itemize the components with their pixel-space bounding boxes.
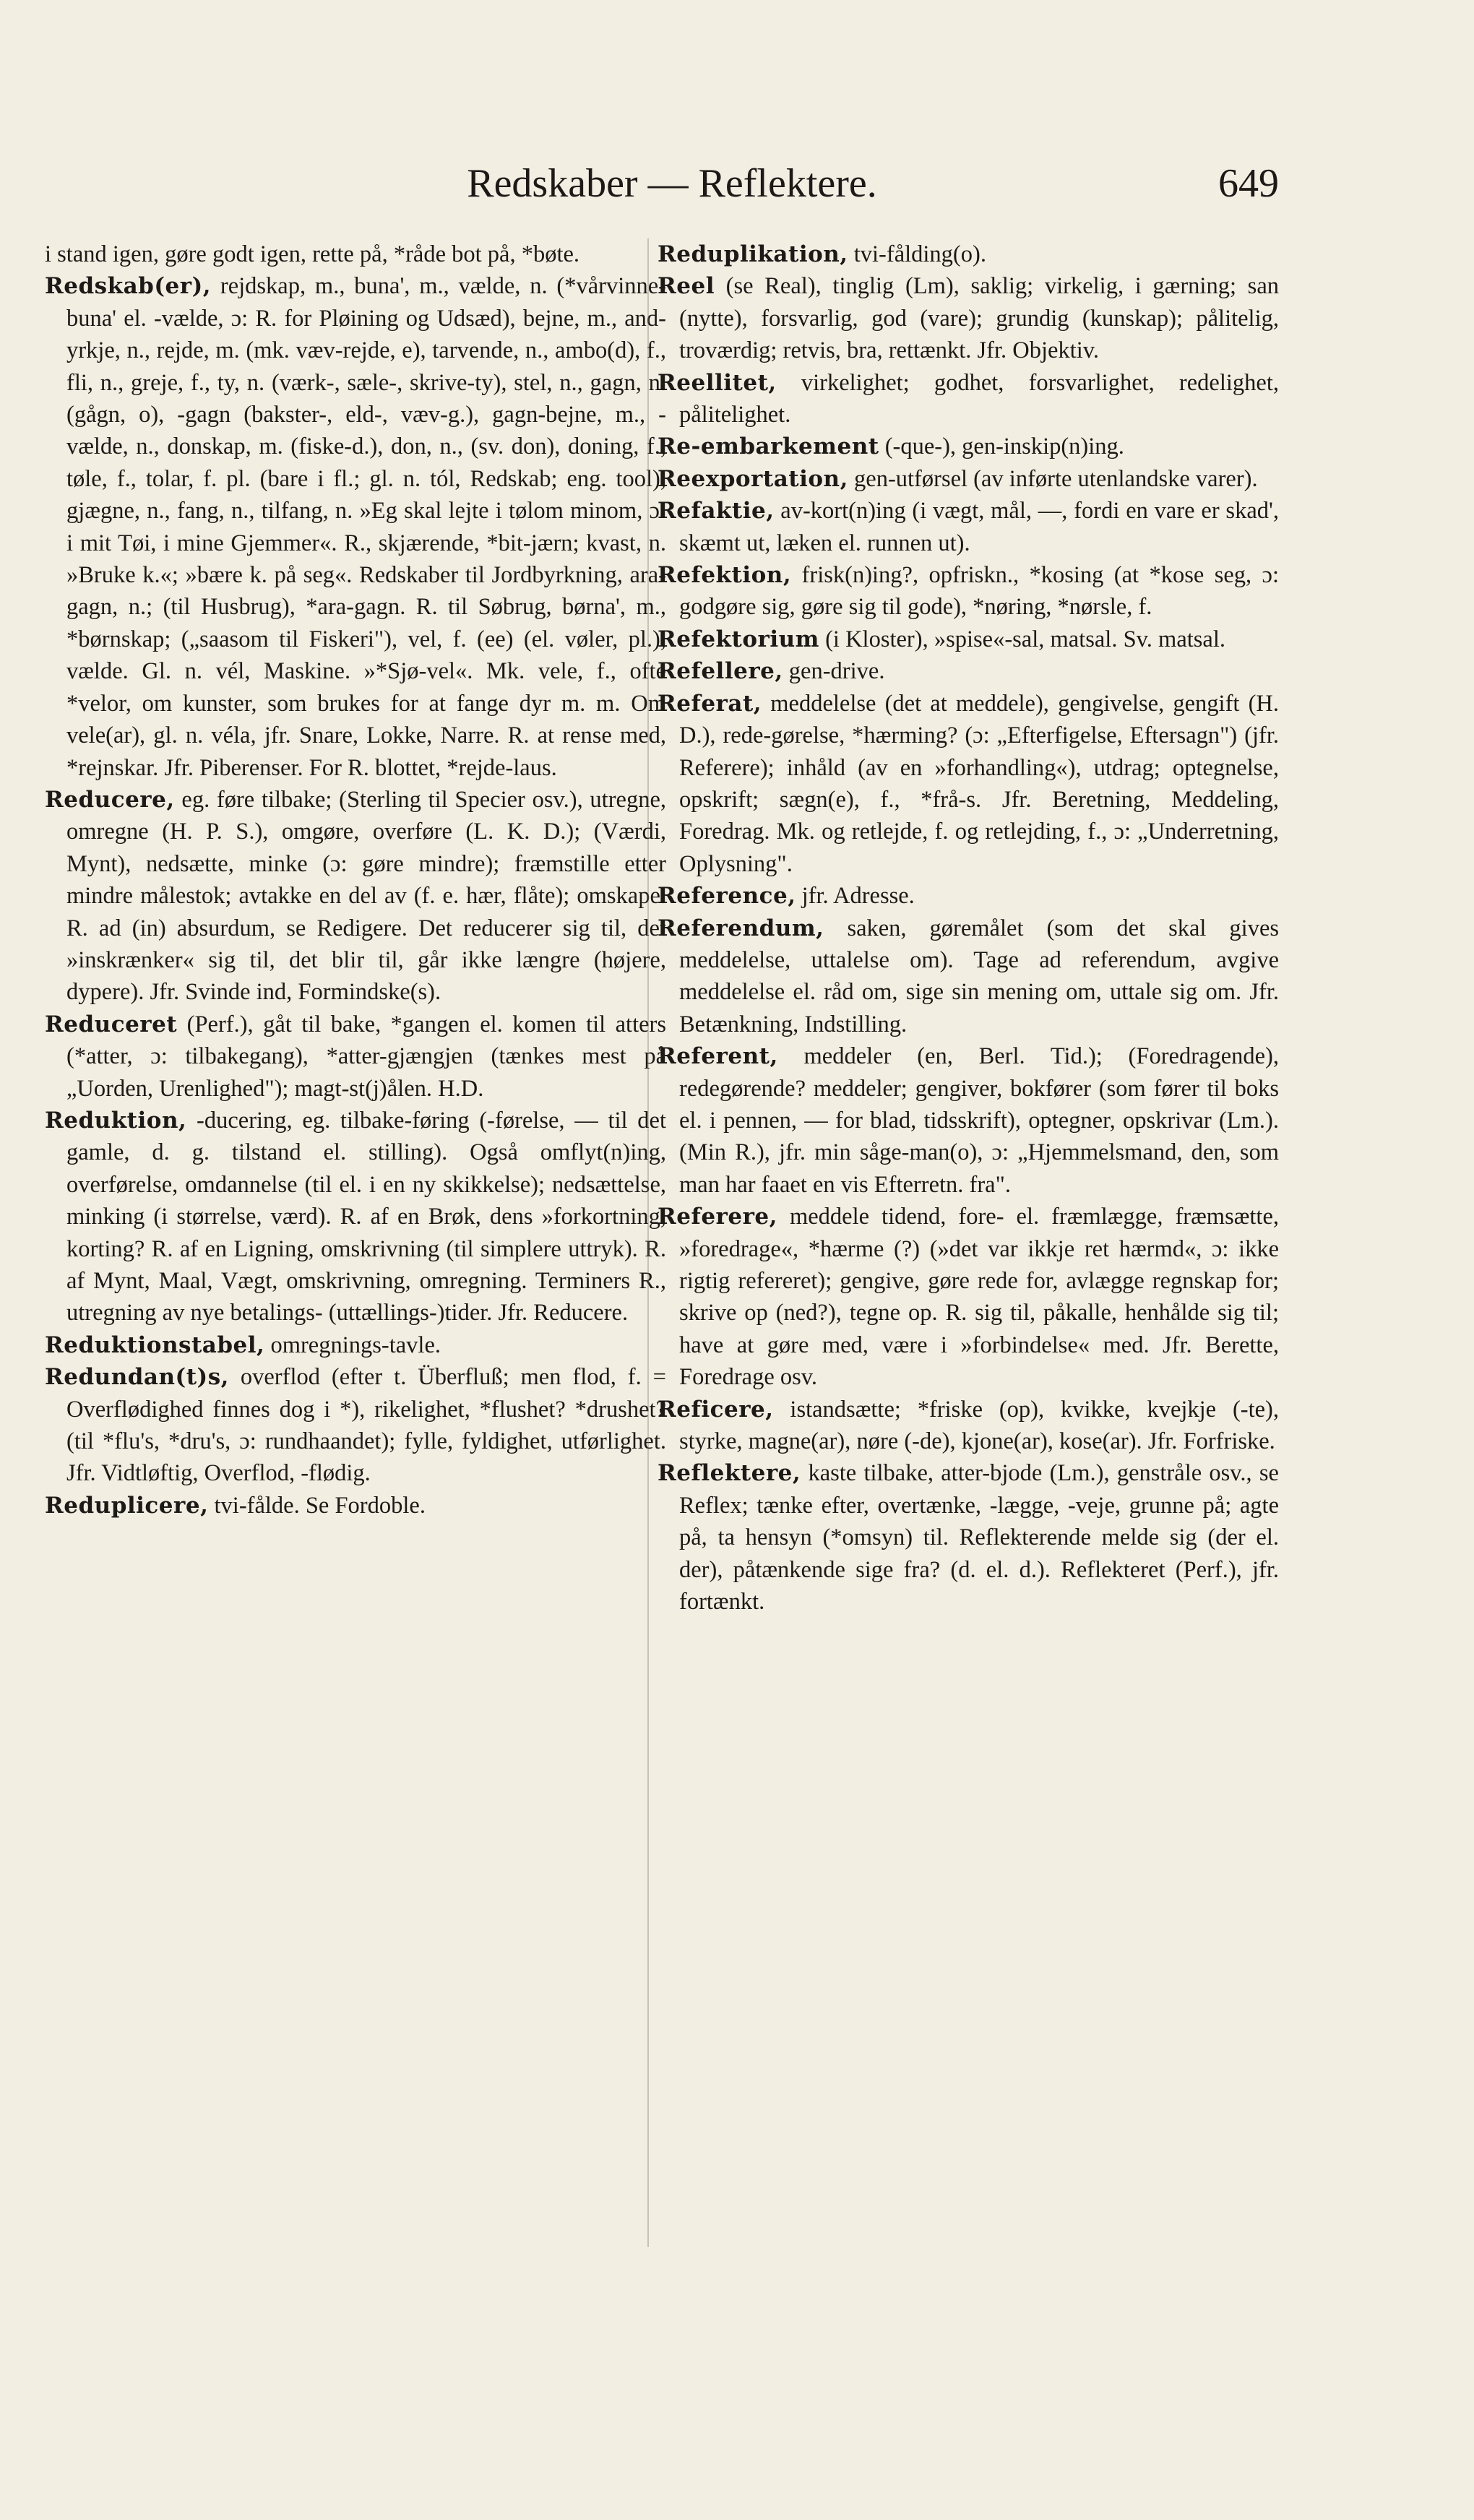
entry-definition: (se Real), tinglig (Lm), saklig; virkelig, i gærning; san (nytte), forsvarlig, god (vare); grundig (kunskap); pålitelig, troværdig; retvis, bra, rettænkt. Jfr. Objektiv. — [679, 273, 1279, 364]
entry-headword: Refektorium — [658, 626, 819, 652]
entry-headword: Redundan(t)s, — [45, 1364, 229, 1391]
dictionary-entry — [658, 1394, 1279, 1458]
entry-definition: av-kort(n)ing (i vægt, mål, —, fordi en vare er skad', skæmt ut, læken el. runnen ut). — [679, 498, 1279, 556]
dictionary-entry — [45, 1105, 666, 1329]
entry-headword: Reduplicere, — [45, 1492, 209, 1519]
dictionary-entry — [658, 623, 1279, 655]
entry-headword: Refaktie, — [658, 498, 775, 525]
column-divider — [647, 238, 649, 2247]
entry-headword: Reficere, — [658, 1396, 774, 1423]
entry-definition: gen-utførsel (av inførte utenlandske varer). — [854, 465, 1258, 492]
dictionary-entry — [658, 1457, 1279, 1618]
entry-headword: Referere, — [658, 1204, 777, 1230]
left-column — [45, 238, 666, 2247]
dictionary-entry — [45, 1009, 666, 1105]
entry-definition: tvi-fålding(o). — [853, 241, 986, 267]
entry-headword: Reference, — [658, 883, 796, 910]
entry-headword: Reduktionstabel, — [45, 1332, 265, 1358]
entry-definition: frisk(n)ing?, opfriskn., *kosing (at *kose seg, ɔ: godgøre sig, gøre sig til gode), *nøring, *nørsle, f. — [679, 562, 1279, 621]
entry-headword: Reellitet, — [658, 369, 777, 396]
dictionary-entry — [45, 270, 666, 784]
entry-definition: gen-drive. — [788, 658, 885, 685]
entry-definition: istandsætte; *friske (op), kvikke, kvejkje (-te), styrke, magne(ar), nøre (-de), kjone(ar), kose(ar). Jfr. Forfriske. — [679, 1396, 1280, 1455]
entry-definition: kaste tilbake, atter-bjode (Lm.), genstråle osv., se Reflex; tænke efter, overtænke, -lægge, -veje, grunne på; agte på, ta hensyn (*omsyn) til. Reflekterende melde sig (der el. der), påtænkende sige fra? (d. el. d.). Reflekteret (Perf.), jfr. fortænkt. — [679, 1460, 1279, 1615]
dictionary-entry — [658, 495, 1279, 559]
entry-headword: Reducere, — [45, 786, 175, 813]
entry-definition: virkelighet; godhet, forsvarlighet, redelighet, pålitelighet. — [679, 369, 1279, 428]
entry-headword: Refektion, — [658, 562, 792, 589]
entry-definition: (Perf.), gåt til bake, *gangen el. komen til atters (*atter, ɔ: tilbakegang), *atter-gjængjen (tænkes mest på „Uorden, Urenlighed"); magt-st(j)ålen. H.D. — [66, 1011, 666, 1102]
entry-headword: Reduktion, — [45, 1107, 187, 1134]
entry-headword: Reduceret — [45, 1011, 178, 1037]
dictionary-entry — [658, 1040, 1279, 1201]
entry-headword: Referat, — [658, 690, 762, 717]
entry-definition: (i Kloster), »spise«-sal, matsal. Sv. matsal. — [825, 626, 1226, 652]
entry-definition: -ducering, eg. tilbake-føring (-førelse, — til det gamle, d. g. tilstand el. stilling). Også omflyt(n)ing, overførelse, omdannelse (til el. i en ny skikkelse); nedsættelse, minking (i størrelse, værd). R. af en Brøk, dens »forkortning, korting? R. af en Ligning, omskrivning (til simplere uttryk). R. af Mynt, Maal, Vægt, omskrivning, omregning. Terminers R., utregning av nye betalings- (uttællings-)tider. Jfr. Reducere. — [66, 1107, 667, 1326]
dictionary-entry — [45, 1329, 666, 1361]
dictionary-entry — [45, 238, 666, 270]
dictionary-entry — [658, 688, 1279, 880]
entry-headword: Referent, — [658, 1043, 778, 1070]
entry-headword: Reel — [658, 273, 715, 300]
dictionary-entry — [45, 1361, 666, 1490]
entry-definition: saken, gøremålet (som det skal gives meddelelse, uttalelse om). Tage ad referendum, avgive meddelelse el. råd om, sige sin mening om, uttale sig om. Jfr. Betænkning, Indstilling. — [679, 915, 1280, 1037]
entry-headword: Re-embarkement — [658, 433, 879, 460]
entry-headword: Referendum, — [658, 915, 824, 941]
dictionary-entry — [658, 1201, 1279, 1393]
dictionary-entry — [45, 1490, 666, 1522]
dictionary-entry — [658, 559, 1279, 623]
entry-headword: Redskab(er), — [45, 273, 212, 300]
running-title: Redskaber — Reflektere. — [467, 161, 877, 206]
entry-definition: rejdskap, m., buna', m., vælde, n. (*vårvinne-buna' el. -vælde, ɔ: R. for Pløining og Udsæd), bejne, m., and-yrkje, n., rejde, m. (mk. væv-rejde, e), tarvende, n., ambo(d), f., fli, n., greje, f., ty, n. (værk-, sæle-, skrive-ty), stel, n., gagn, n. (gågn, o), -gagn (bakster-, eld-, væv-g.), gagn-bejne, m., -vælde, n., donskap, m. (fiske-d.), don, n., (sv. don), doning, f., tøle, f., tolar, f. pl. (bare i fl.; gl. n. tól, Redskab; eng. tool), gjægne, n., fang, n., tilfang, n. »Eg skal lejte i tølom minom, ɔ: i mit Tøi, i mine Gjemmer«. R., skjærende, *bit-jærn; kvast, n. »Bruke k.«; »bære k. på seg«. Redskaber til Jordbyrkning, ara-gagn, n.; (til Husbrug), *ara-gagn. R. til Søbrug, børna', m., *børnskap; („saasom til Fiskeri"), vel, f. (ee) (el. vøler, pl.), vælde. Gl. n. vél, Maskine. »*Sjø-vel«. Mk. vele, f., ofte *velor, om kunster, som brukes for at fange dyr m. m. Om vele(ar), gl. n. véla, jfr. Snare, Lokke, Narre. R. at rense med, *rejnskar. Jfr. Piberenser. For R. blottet, *rejde-laus. — [66, 273, 667, 781]
dictionary-entry — [658, 367, 1279, 431]
entry-headword: Refellere, — [658, 658, 783, 685]
entry-definition: tvi-fålde. Se Fordoble. — [214, 1492, 426, 1519]
dictionary-entry — [658, 270, 1279, 366]
entry-headword: Reexportation, — [658, 465, 848, 492]
entry-definition: (-que-), gen-inskip(n)ing. — [884, 433, 1124, 460]
dictionary-entry — [658, 655, 1279, 687]
entry-definition: meddeler (en, Berl. Tid.); (Foredragende), redegørende? meddeler; gengiver, bokfører (som fører til boks el. i pennen, — for blad, tidsskrift), optegner, opskrivar (Lm.). (Min R.), jfr. min såge-man(o), ɔ: „Hjemmelsmand, den, som man har faaet en vis Efterretn. fra". — [679, 1043, 1279, 1198]
entry-definition: eg. føre tilbake; (Sterling til Specier osv.), utregne, omregne (H. P. S.), omgøre, overføre (L. K. D.); (Værdi, Mynt), nedsætte, minke (ɔ: gøre mindre); fræmstille etter mindre målestok; avtakke en del av (f. e. hær, flåte); omskape. R. ad (in) absurdum, se Redigere. Det reducerer sig til, det »inskrænker« sig til, det blir til, går ikke længre (højere, dypere). Jfr. Svinde ind, Formindske(s). — [66, 786, 667, 1006]
entry-definition: omregnings-tavle. — [270, 1332, 441, 1358]
right-column — [658, 238, 1279, 2247]
entry-headword: Reflektere, — [658, 1460, 801, 1487]
entry-headword: Reduplikation, — [658, 241, 848, 267]
dictionary-entry — [658, 463, 1279, 495]
entry-definition: meddele tidend, fore- el. fræmlægge, fræmsætte, »foredrage«, *hærme (?) (»det var ikkje ret hærmd«, ɔ: ikke rigtig refereret); gengive, gøre rede for, avlægge regnskap for; skrive op (ned?), tegne op. R. sig til, påkalle, henhålde sig til; have at gøre med, være i »forbindelse« med. Jfr. Berette, Foredrage osv. — [679, 1204, 1280, 1391]
dictionary-entry — [658, 431, 1279, 462]
dictionary-entry — [658, 238, 1279, 270]
entry-definition: meddelelse (det at meddele), gengivelse, gengift (H. D.), rede-gørelse, *hærming? (ɔ: „Efterfigelse, Eftersagn") (jfr. Referere); inhåld (av en »forhandling«), utdrag; optegnelse, opskrift; sægn(e), f., *frå-s. Jfr. Beretning, Meddeling, Foredrag. Mk. og retlejde, f. og retlejding, f., ɔ: „Underretning, Oplysning". — [679, 690, 1279, 877]
entry-definition: i stand igen, gøre godt igen, rette på, *råde bot på, *bøte. — [45, 241, 580, 267]
page-header — [0, 144, 1474, 217]
dictionary-entry — [45, 784, 666, 1009]
dictionary-entry — [658, 912, 1279, 1041]
page-number: 649 — [1218, 161, 1279, 206]
entry-definition: jfr. Adresse. — [801, 883, 915, 910]
entry-definition: overflod (efter t. Überfluß; men flod, f. = Overflødighed finnes dog i *), rikelighet, *flushet? *drushet? (til *flu's, *dru's, ɔ: rundhaandet); fylle, fyldighet, utførlighet. Jfr. Vidtløftig, Overflod, -flødig. — [66, 1364, 666, 1487]
dictionary-entry — [658, 880, 1279, 912]
